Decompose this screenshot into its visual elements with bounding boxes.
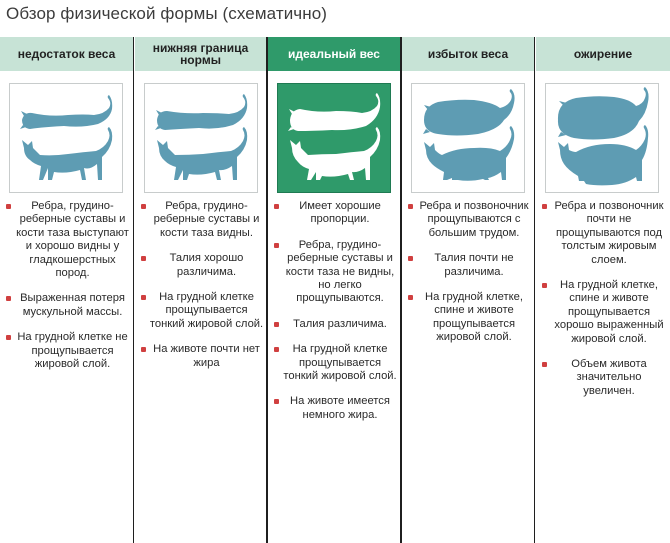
column-lower-normal bbox=[135, 37, 266, 543]
column-overweight bbox=[402, 37, 534, 543]
column-header bbox=[268, 37, 400, 71]
column-header-label: идеальный вес bbox=[288, 47, 380, 61]
criteria-list bbox=[540, 200, 668, 410]
list-item: На грудной клетке прощупывается тонкий жировой слой. bbox=[139, 291, 264, 331]
cat-illustration bbox=[411, 83, 525, 193]
column-header bbox=[0, 37, 133, 71]
column-header-label: нижняя граница нормы bbox=[152, 41, 249, 67]
lean-cat-side-view-icon bbox=[157, 127, 247, 180]
cat-illustration bbox=[144, 83, 258, 193]
column-ideal-weight bbox=[268, 37, 400, 543]
overweight-cat-top-view-icon bbox=[423, 89, 515, 136]
column-header-label: избыток веса bbox=[427, 47, 509, 61]
cat-silhouettes bbox=[412, 84, 524, 192]
ideal-cat-side-view-icon bbox=[290, 127, 380, 180]
column-obese bbox=[536, 37, 670, 543]
list-item: Талия различима. bbox=[272, 318, 398, 331]
criteria-list bbox=[272, 200, 398, 434]
list-item: На грудной клетке не прощупывается жировой слой. bbox=[4, 331, 131, 371]
cat-silhouettes bbox=[546, 84, 658, 192]
column-divider bbox=[133, 37, 134, 543]
list-item: Талия почти не различима. bbox=[406, 252, 532, 279]
column-underweight bbox=[0, 37, 133, 543]
column-header bbox=[402, 37, 534, 71]
cat-illustration bbox=[9, 83, 123, 193]
column-divider bbox=[534, 37, 535, 543]
criteria-list bbox=[139, 200, 264, 382]
column-divider bbox=[266, 37, 268, 543]
list-item: Объем живота значительно увеличен. bbox=[540, 358, 668, 398]
column-header-label: недостаток веса bbox=[17, 47, 116, 61]
list-item: На грудной клетке, спине и животе прощупывается хорошо выраженный жировой слой. bbox=[540, 279, 668, 346]
page-title: Обзор физической формы (схематично) bbox=[6, 4, 328, 23]
cat-silhouettes bbox=[145, 84, 257, 192]
ideal-cat-top-view-icon bbox=[288, 93, 380, 131]
column-divider bbox=[400, 37, 402, 543]
cat-illustration bbox=[545, 83, 659, 193]
cat-illustration bbox=[277, 83, 391, 193]
criteria-list bbox=[406, 200, 532, 357]
cat-silhouettes bbox=[278, 84, 390, 192]
list-item: Ребра, грудино-реберные суставы и кости таза видны. bbox=[139, 200, 264, 240]
criteria-list bbox=[4, 200, 131, 383]
cat-silhouettes bbox=[10, 84, 122, 192]
list-item: Талия хорошо различима. bbox=[139, 252, 264, 279]
list-item: На животе имеется немного жира. bbox=[272, 395, 398, 422]
list-item: Ребра, грудино-реберные суставы и кости таза выступают и хорошо видны у гладкошерстных пород. bbox=[4, 200, 131, 280]
list-item: Ребра и позвоночник почти не прощупываются под толстым жировым слоем. bbox=[540, 200, 668, 267]
thin-cat-side-view-icon bbox=[22, 127, 112, 180]
list-item: На животе почти нет жира bbox=[139, 343, 264, 370]
list-item: Ребра и позвоночник прощупываются с большим трудом. bbox=[406, 200, 532, 240]
list-item: Ребра, грудино-реберные суставы и кости таза не видны, но легко прощупываются. bbox=[272, 239, 398, 306]
list-item: Имеет хорошие пропорции. bbox=[272, 200, 398, 227]
obese-cat-top-view-icon bbox=[558, 87, 649, 140]
list-item: Выраженная потеря мускульной массы. bbox=[4, 292, 131, 319]
column-header bbox=[135, 37, 266, 71]
list-item: На грудной клетке, спине и животе прощупывается жировой слой. bbox=[406, 291, 532, 345]
list-item: На грудной клетке прощупывается тонкий жировой слой. bbox=[272, 343, 398, 383]
lean-cat-top-view-icon bbox=[155, 94, 247, 130]
body-condition-table bbox=[0, 37, 670, 543]
column-header bbox=[536, 37, 670, 71]
thin-cat-top-view-icon bbox=[20, 95, 112, 129]
column-header-label: ожирение bbox=[573, 47, 633, 61]
